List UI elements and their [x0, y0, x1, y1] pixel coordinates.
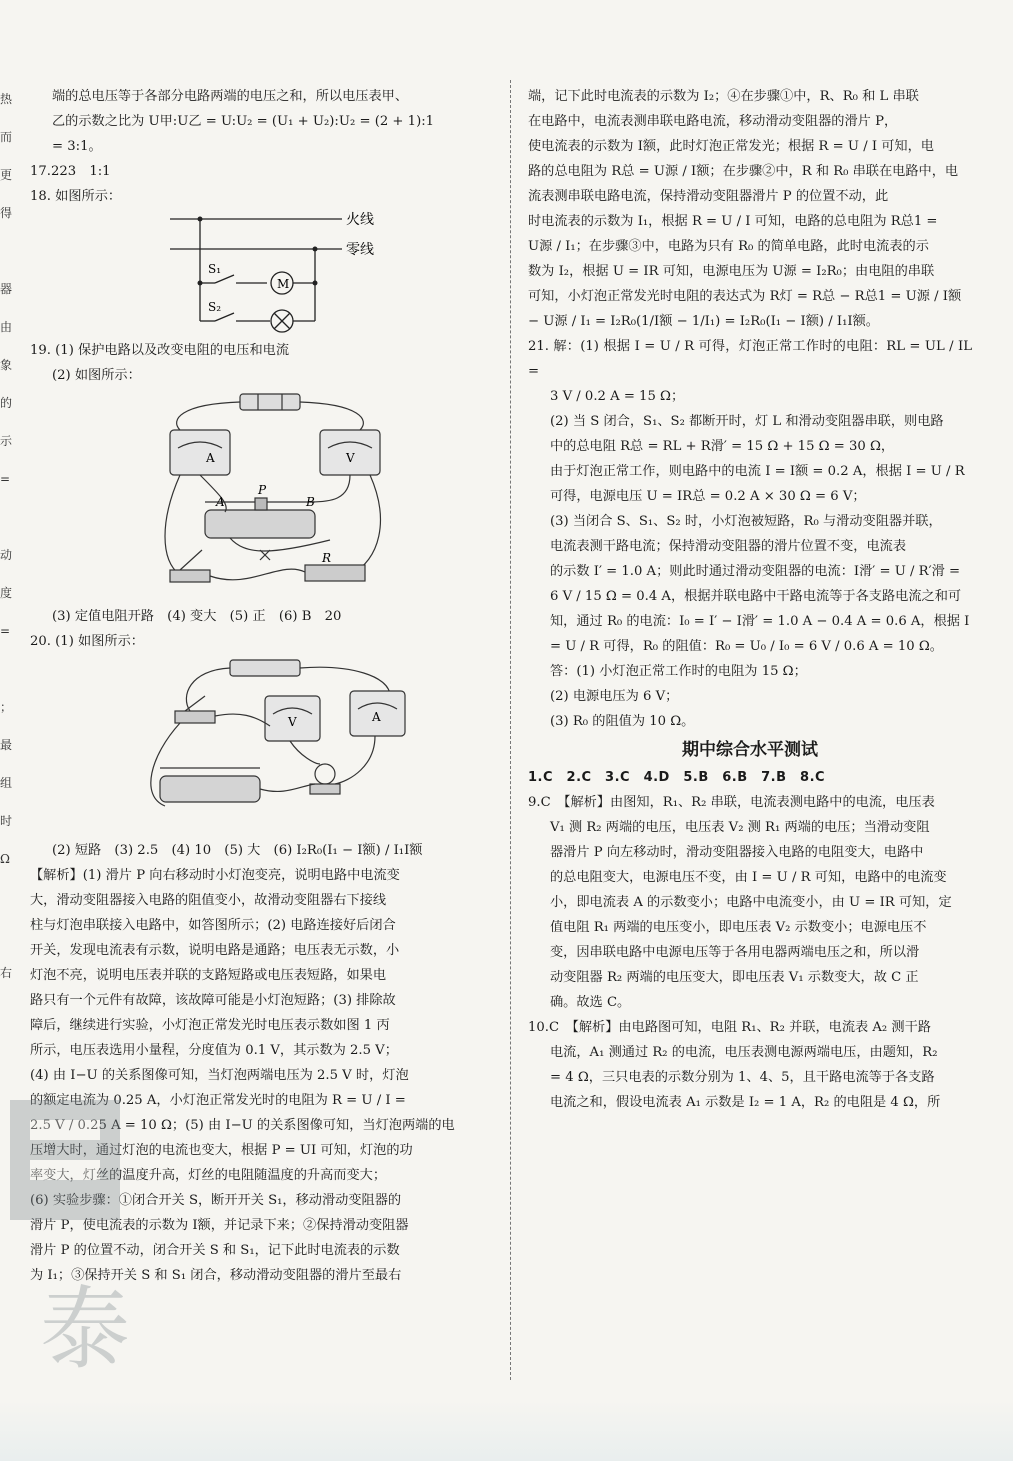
analysis-line: 电流，A₁ 测通过 R₂ 的电流，电压表测电源两端电压，由题知，R₂	[550, 1045, 938, 1060]
multiple-choice-answers: 1.C 2.C 3.C 4.D 5.B 6.B 7.B 8.C	[528, 770, 826, 785]
analysis-line: 路的总电阻为 R总 = U源 / I额；在步骤②中，R 和 R₀ 串联在电路中，电	[528, 164, 959, 179]
gutter-char	[0, 916, 18, 954]
voltmeter-label: V	[346, 451, 355, 465]
gutter-char: 组	[0, 776, 13, 790]
experiment-apparatus-drawing	[30, 390, 492, 602]
solution-line: 可得，电源电压 U = IR总 = 0.2 A × 30 Ω = 6 V；	[550, 489, 866, 504]
gutter-char: Ω	[0, 852, 10, 866]
solution-line: (3) R₀ 的阻值为 10 Ω。	[550, 714, 695, 729]
gutter-char	[0, 650, 18, 688]
figure-19-physical-circuit	[30, 390, 492, 602]
live-wire-label: 火线	[346, 212, 374, 228]
gutter-char: 器	[0, 282, 13, 296]
analysis-line: 9.C 【解析】由图知，R₁、R₂ 串联，电流表测电路中的电流，电压表	[528, 795, 935, 810]
solution-line: 电流表测干路电流；保持滑动变阻器的滑片位置不变，电流表	[550, 539, 907, 554]
gutter-char	[0, 498, 18, 536]
solution-line: 答：(1) 小灯泡正常工作时的电阻为 15 Ω；	[550, 664, 807, 679]
solution-line: (2) 当 S 闭合，S₁、S₂ 都断开时，灯 L 和滑动变阻器串联，则电路	[550, 414, 944, 429]
analysis-line: 小，即电流表 A 的示数变小；电路中电流变小，由 U = IR 可知，定	[550, 895, 952, 910]
analysis-line: 可知，小灯泡正常发光时电阻的表达式为 R灯 = R总 − R总1 = U源 / I额	[528, 289, 962, 304]
solution-line: 3 V / 0.2 A = 15 Ω；	[550, 389, 685, 404]
analysis-continued	[528, 84, 972, 334]
terminal-b-label: B	[306, 495, 315, 509]
analysis-line: 值电阻 R₁ 两端的电压变小，即电压表 V₂ 示数变小；电源电压不	[550, 920, 927, 935]
gutter-char: 动	[0, 548, 13, 562]
analysis-line: 【解析】(1) 滑片 P 向右移动时小灯泡变亮，说明电路中电流变	[30, 868, 400, 883]
gutter-char: 热	[0, 92, 13, 106]
analysis-line: 动变阻器 R₂ 两端的电压变大，即电压表 V₁ 示数变大，故 C 正	[550, 970, 919, 985]
solution-line: 知，通过 R₀ 的电流：I₀ = I′ − I滑′ = 1.0 A − 0.4 A = 0.6 A，根据 I	[550, 614, 970, 629]
gutter-char: 右	[0, 966, 13, 980]
neutral-wire-label: 零线	[346, 242, 374, 258]
solution-line: 6 V / 15 Ω = 0.4 A，根据并联电路中干路电流等于各支路电流之和可	[550, 589, 962, 604]
analysis-line: 器滑片 P 向左移动时，滑动变阻器接入电路的电阻变大，电路中	[550, 845, 924, 860]
analysis-line: 2.5 V / 0.25 A = 10 Ω；(5) 由 I−U 的关系图像可知，当灯泡两端的电	[30, 1118, 455, 1133]
figure-20-physical-circuit	[30, 656, 492, 836]
experiment-apparatus-drawing-2	[30, 656, 492, 836]
solution-line: 的示数 I′ = 1.0 A；则此时通过滑动变阻器的电流：I滑′ = U / R′滑 =	[550, 564, 961, 579]
right-column	[528, 84, 972, 1115]
terminal-a-label: A	[216, 495, 225, 509]
voltmeter-label: V	[288, 715, 297, 729]
question-20-part1: 20. (1) 如图所示：	[30, 634, 144, 649]
analysis-line: 的额定电流为 0.25 A，小灯泡正常发光时的电阻为 R = U / I =	[30, 1093, 406, 1108]
analysis-line: 数为 I₂，根据 U = IR 可知，电源电压为 U源 = I₂R₀；由电阻的串联	[528, 264, 935, 279]
motor-label: M	[277, 277, 290, 291]
question-21-solution	[528, 334, 972, 734]
analysis-line: 开关，发现电流表有示数，说明电路是通路；电压表无示数，小	[30, 943, 400, 958]
answer-line: 乙的示数之比为 U甲:U乙 = U:U₂ = (U₁ + U₂):U₂ = (2 + 1):1	[52, 114, 435, 129]
question-10-analysis	[528, 1015, 972, 1115]
gutter-char: 度	[0, 586, 13, 600]
gutter-char: 时	[0, 814, 13, 828]
question-19-answers: (3) 定值电阻开路 (4) 变大 (5) 正 (6) B 20	[52, 609, 342, 624]
page-bottom-margin	[0, 1400, 1013, 1461]
analysis-line: 在电路中，电流表测串联电路电流，移动滑动变阻器的滑片 P，	[528, 114, 898, 129]
gutter-char	[0, 232, 18, 270]
gutter-char: 示	[0, 434, 13, 448]
household-circuit-diagram	[30, 211, 492, 336]
solution-line: 21. 解：(1) 根据 I = U / R 可得，灯泡正常工作时的电阻：RL = UL / IL =	[528, 339, 972, 379]
question-17: 17.223 1:1	[30, 164, 111, 179]
gutter-char: 由	[0, 320, 13, 334]
gutter-char: 更	[0, 168, 13, 182]
analysis-line: 率变大，灯丝的温度升高，灯丝的电阻随温度的升高而变大；	[30, 1168, 387, 1183]
analysis-line: 为 I₁；③保持开关 S 和 S₁ 闭合，移动滑动变阻器的滑片至最右	[30, 1268, 402, 1283]
gutter-char: 象	[0, 358, 13, 372]
analysis-line: 流表测串联电路电流，保持滑动变阻器滑片 P 的位置不动，此	[528, 189, 889, 204]
resistor-r-label: R	[322, 551, 332, 565]
solution-line: = U / R 可得，R₀ 的阻值：R₀ = U₀ / I₀ = 6 V / 0.6 A = 10 Ω。	[550, 639, 943, 654]
answer-line: 端的总电压等于各部分电路两端的电压之和，所以电压表甲、	[52, 89, 409, 104]
ammeter-label: A	[206, 451, 215, 465]
gutter-char: 的	[0, 396, 13, 410]
answer-line: = 3:1。	[52, 139, 102, 154]
analysis-line: (4) 由 I−U 的关系图像可知，当灯泡两端电压为 2.5 V 时，灯泡	[30, 1068, 409, 1083]
question-19-part1: 19. (1) 保护电路以及改变电阻的电压和电流	[30, 343, 290, 358]
section-title: 期中综合水平测试	[682, 740, 818, 760]
analysis-line: 变，因串联电路中电源电压等于各用电器两端电压之和，所以滑	[550, 945, 920, 960]
question-9-analysis	[528, 790, 972, 1015]
solution-line: 中的总电阻 R总 = RL + R滑′ = 15 Ω + 15 Ω = 30 Ω，	[550, 439, 895, 454]
question-18: 18. 如图所示：	[30, 189, 122, 204]
analysis-line: − U源 / I₁ = I₂R₀(1/I额 − 1/I₁) = I₂R₀(I₁ − I额) / I₁I额。	[528, 314, 879, 329]
analysis-line: U源 / I₁；在步骤③中，电路为只有 R₀ 的简单电路，此时电流表的示	[528, 239, 929, 254]
analysis-line: 端，记下此时电流表的示数为 I₂；④在步骤①中，R、R₀ 和 L 串联	[528, 89, 919, 104]
gutter-char	[0, 992, 18, 1030]
question-19-part2: (2) 如图所示：	[52, 368, 141, 383]
analysis-line: 大，滑动变阻器接入电路的阻值变小，故滑动变阻器右下接线	[30, 893, 387, 908]
gutter-char: 得	[0, 206, 13, 220]
watermark-char: 泰	[40, 1277, 130, 1382]
analysis-line: 灯泡不亮，说明电压表并联的支路短路或电压表短路，如果电	[30, 968, 387, 983]
analysis-line: 障后，继续进行实验，小灯泡正常发光时电压表示数如图 1 丙	[30, 1018, 390, 1033]
analysis-line: 电流之和，假设电流表 A₁ 示数是 I₂ = 1 A，R₂ 的电阻是 4 Ω，所	[550, 1095, 941, 1110]
solution-line: (2) 电源电压为 6 V；	[550, 689, 679, 704]
analysis-line: 时电流表的示数为 I₁，根据 R = U / I 可知，电路的总电阻为 R总1 =	[528, 214, 938, 229]
question-20-answers: (2) 短路 (3) 2.5 (4) 10 (5) 大 (6) I₂R₀(I₁ − I额) / I₁I额	[52, 843, 423, 858]
gutter-char: =	[0, 472, 11, 486]
switch-s1-label: S₁	[208, 262, 222, 276]
publisher-watermark	[0, 1060, 170, 1390]
analysis-line: 滑片 P，使电流表的示数为 I额，并记录下来；②保持滑动变阻器	[30, 1218, 409, 1233]
analysis-line: V₁ 测 R₂ 两端的电压，电压表 V₂ 测 R₁ 两端的电压；当滑动变阻	[550, 820, 930, 835]
slider-p-label: P	[258, 483, 267, 497]
analysis-line: (6) 实验步骤：①闭合开关 S，断开开关 S₁，移动滑动变阻器的	[30, 1193, 402, 1208]
solution-line: 由于灯泡正常工作，则电路中的电流 I = I额 = 0.2 A，根据 I = U / R	[550, 464, 965, 479]
analysis-line: 柱与灯泡串联接入电路中，如答图所示；(2) 电路连接好后闭合	[30, 918, 396, 933]
gutter-char	[0, 878, 18, 916]
ammeter-label: A	[372, 710, 381, 724]
analysis-line: 压增大时，通过灯泡的电流也变大，根据 P = UI 可知，灯泡的功	[30, 1143, 413, 1158]
gutter-char: ；	[0, 700, 13, 714]
analysis-line: 10.C 【解析】由电路图可知，电阻 R₁、R₂ 并联，电流表 A₂ 测干路	[528, 1020, 931, 1035]
gutter-char: 而	[0, 130, 13, 144]
gutter-char: =	[0, 624, 11, 638]
switch-s2-label: S₂	[208, 300, 222, 314]
solution-line: (3) 当闭合 S、S₁、S₂ 时，小灯泡被短路，R₀ 与滑动变阻器并联，	[550, 514, 942, 529]
analysis-line: 滑片 P 的位置不动，闭合开关 S 和 S₁，记下此时电流表的示数	[30, 1243, 400, 1258]
gutter-char: 最	[0, 738, 13, 752]
analysis-line: 的总电阻变大，电源电压不变，由 I = U / R 可知，电路中的电流变	[550, 870, 947, 885]
analysis-line: 路只有一个元件有故障，该故障可能是小灯泡短路；(3) 排除故	[30, 993, 396, 1008]
analysis-line: = 4 Ω，三只电表的示数分别为 1、4、5，且干路电流等于各支路	[550, 1070, 935, 1085]
figure-18-circuit	[30, 211, 492, 336]
analysis-line: 使电流表的示数为 I额，此时灯泡正常发光；根据 R = U / I 可知，电	[528, 139, 934, 154]
analysis-line: 确。故选 C。	[550, 995, 631, 1010]
column-divider	[510, 80, 511, 1380]
analysis-line: 所示，电压表选用小量程，分度值为 0.1 V，其示数为 2.5 V；	[30, 1043, 398, 1058]
